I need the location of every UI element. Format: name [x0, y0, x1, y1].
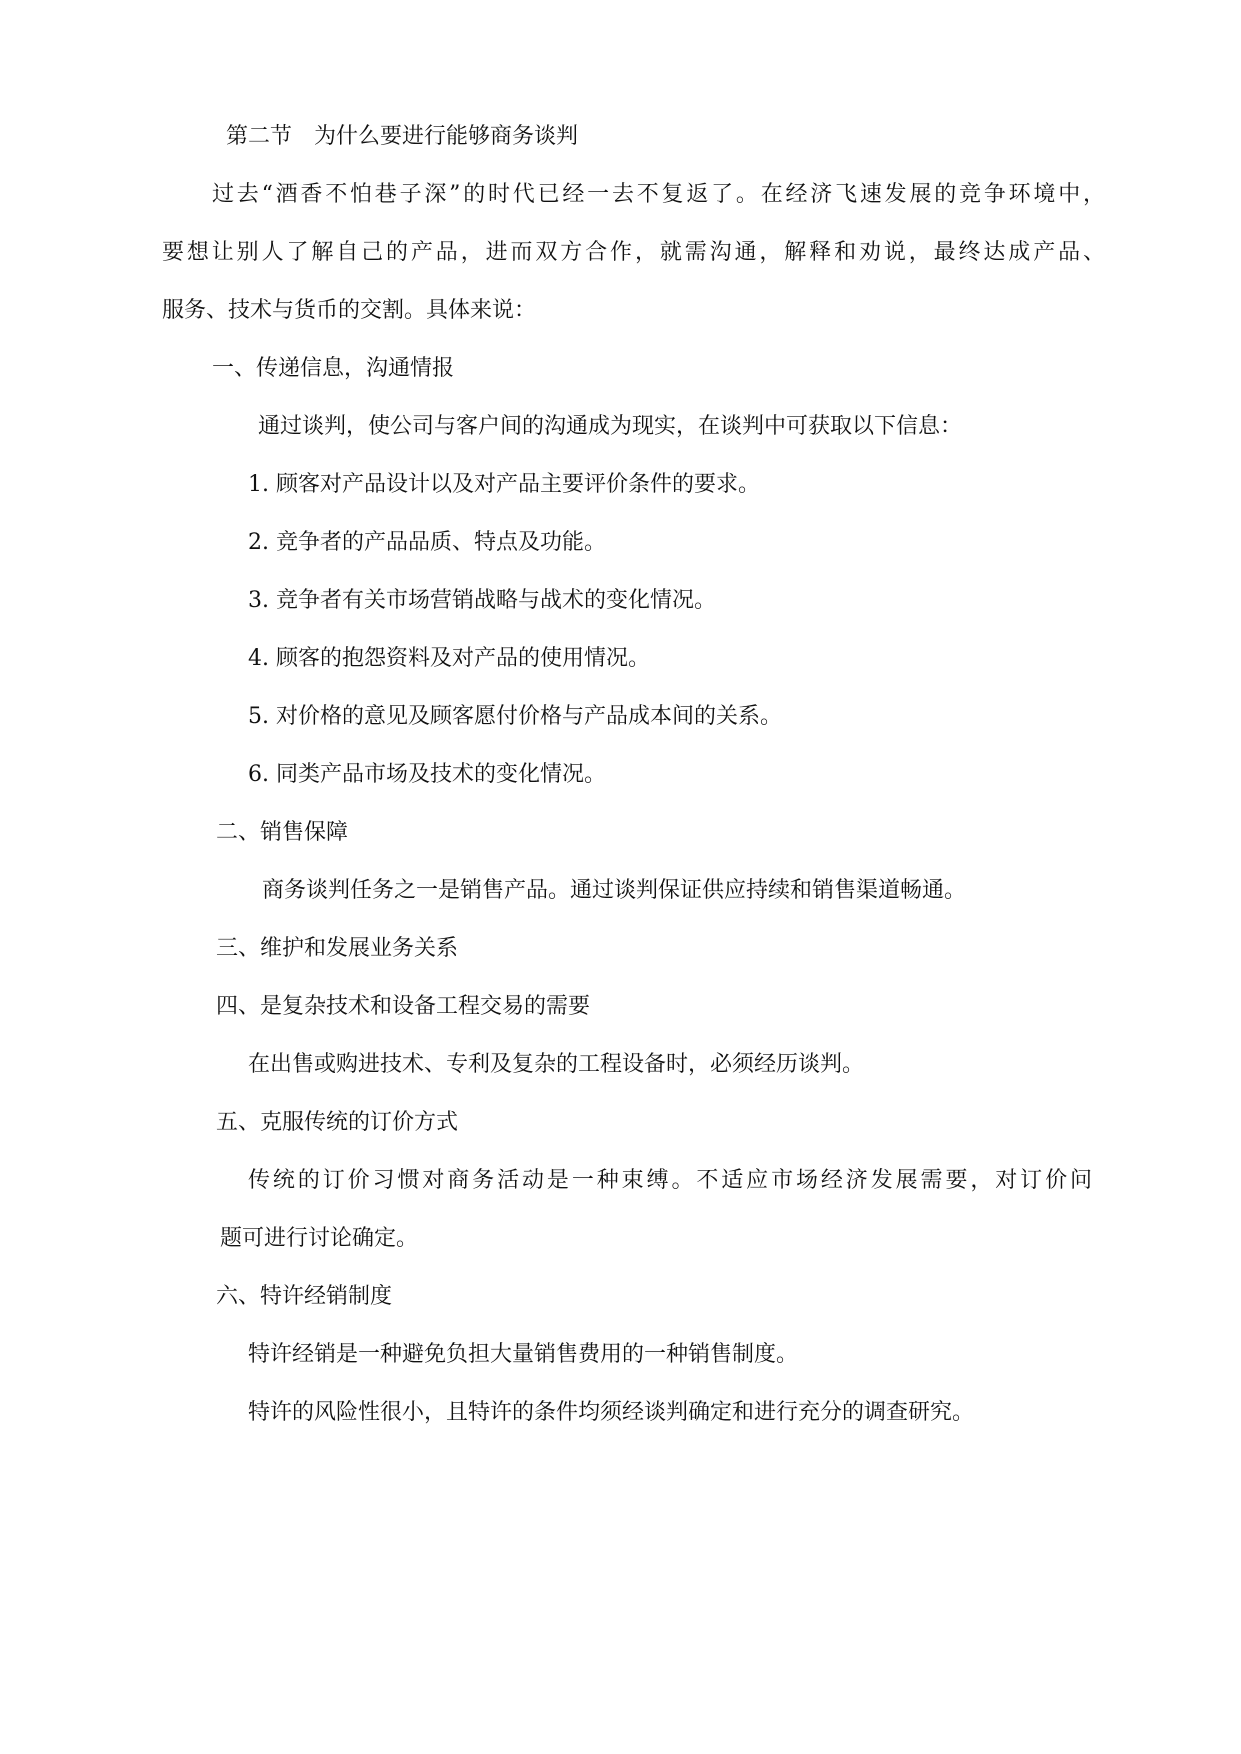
intro-line-3: 服务、技术与货币的交割。具体来说： [162, 298, 537, 323]
section-2-heading: 二、销售保障 [216, 820, 349, 845]
list-item: 3. 竞争者有关市场营销战略与战术的变化情况。 [248, 588, 716, 613]
section-4-heading: 四、是复杂技术和设备工程交易的需要 [216, 994, 591, 1019]
section-5-heading: 五、克服传统的订价方式 [216, 1110, 459, 1135]
intro-line-1: 过去“酒香不怕巷子深”的时代已经一去不复返了。在经济飞速发展的竞争环境中， [212, 182, 1105, 207]
list-item: 4. 顾客的抱怨资料及对产品的使用情况。 [248, 646, 650, 671]
section-2-text: 商务谈判任务之一是销售产品。通过谈判保证供应持续和销售渠道畅通。 [262, 878, 967, 903]
section-5-text-line-1: 传统的订价习惯对商务活动是一种束缚。不适应市场经济发展需要，对订价问 [248, 1168, 1092, 1193]
section-6-text-line-1: 特许经销是一种避免负担大量销售费用的一种销售制度。 [248, 1342, 799, 1367]
list-item: 6. 同类产品市场及技术的变化情况。 [248, 762, 606, 787]
section-5-text-line-2: 题可进行讨论确定。 [220, 1226, 419, 1251]
section-1-heading: 一、传递信息，沟通情报 [212, 356, 455, 381]
list-item: 5. 对价格的意见及顾客愿付价格与产品成本间的关系。 [248, 704, 782, 729]
list-item: 1. 顾客对产品设计以及对产品主要评价条件的要求。 [248, 472, 760, 497]
section-6-text-line-2: 特许的风险性很小，且特许的条件均须经谈判确定和进行充分的调查研究。 [248, 1400, 975, 1425]
section-1-text: 通过谈判，使公司与客户间的沟通成为现实，在谈判中可获取以下信息： [258, 414, 963, 439]
intro-line-2: 要想让别人了解自己的产品，进而双方合作，就需沟通，解释和劝说，最终达成产品、 [162, 240, 1105, 265]
section-6-heading: 六、特许经销制度 [216, 1284, 393, 1309]
section-3-heading: 三、维护和发展业务关系 [216, 936, 459, 961]
list-item: 2. 竞争者的产品品质、特点及功能。 [248, 530, 606, 555]
section-title: 第二节 为什么要进行能够商务谈判 [226, 124, 579, 149]
section-4-text: 在出售或购进技术、专利及复杂的工程设备时，必须经历谈判。 [248, 1052, 865, 1077]
